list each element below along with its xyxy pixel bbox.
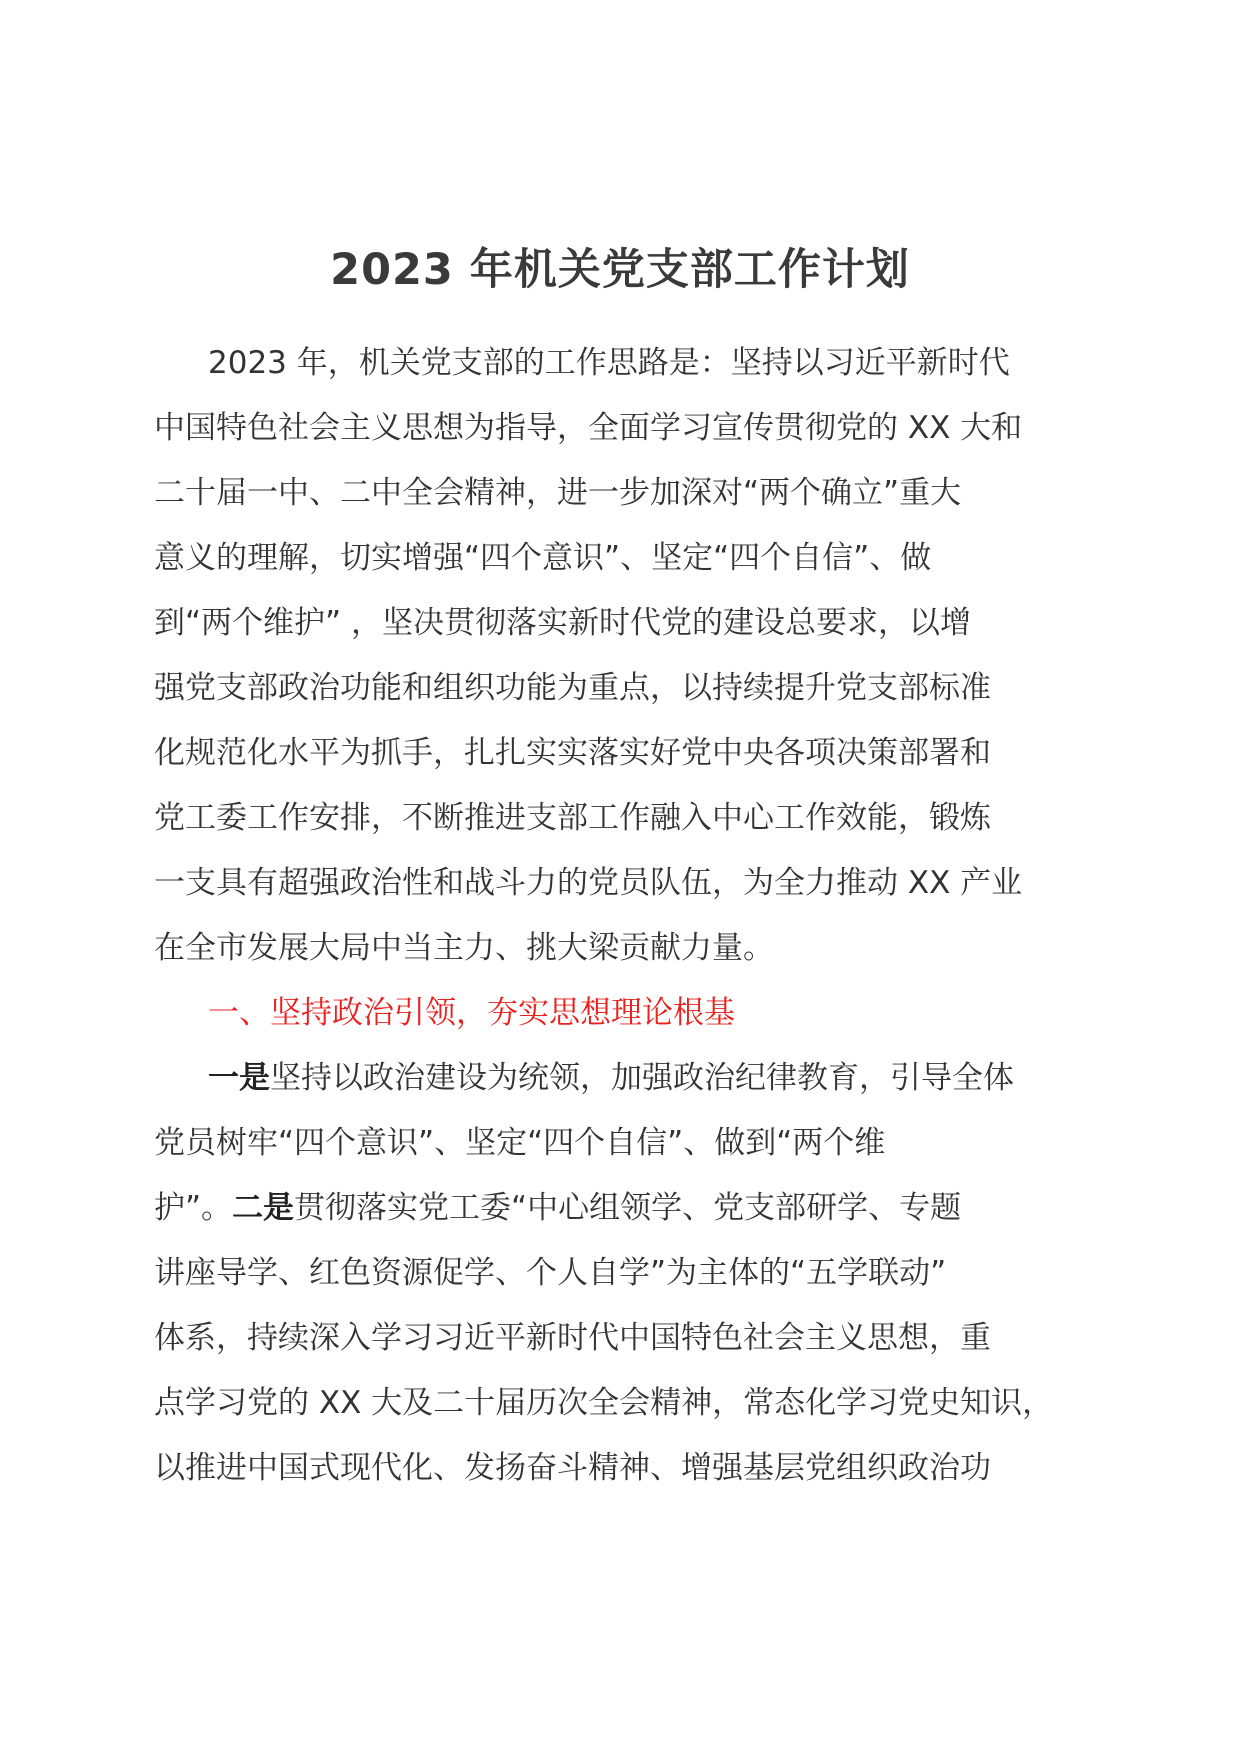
intro-line: 在全市发展大局中当主力、挑大梁贡献力量。 [154, 930, 774, 966]
intro-line: 中国特色社会主义思想为指导，全面学习宣传贯彻党的 XX 大和 [154, 410, 1023, 446]
intro-line: 到“两个维护” ，坚决贯彻落实新时代党的建设总要求，以增 [154, 605, 971, 641]
section-line [154, 1176, 1110, 1241]
intro-line: 2023 年，机关党支部的工作思路是：坚持以习近平新时代 [208, 345, 1010, 381]
intro-line: 二十届一中、二中全会精神，进一步加深对“两个确立”重大 [154, 475, 962, 511]
intro-line: 化规范化水平为抓手，扎扎实实落实好党中央各项决策部署和 [154, 735, 991, 771]
intro-line: 强党支部政治功能和组织功能为重点，以持续提升党支部标准 [154, 670, 991, 706]
section-line-text: 坚持以政治建设为统领，加强政治纪律教育，引导全体 [270, 1060, 1014, 1096]
section-line: 点学习党的 XX 大及二十届历次全会精神，常态化学习党史知识， [154, 1385, 1054, 1421]
section-line-text: 贯彻落实党工委“中心组领学、党支部研学、专题 [294, 1190, 962, 1226]
intro-line: 党工委工作安排，不断推进支部工作融入中心工作效能，锻炼 [154, 800, 991, 836]
section-line-text: 护”。 [154, 1190, 233, 1226]
section-heading-text: 一、坚持政治引领，夯实思想理论根基 [208, 995, 735, 1031]
section-1-paragraph [154, 1046, 1110, 1501]
document-title: 2023 年机关党支部工作计划 [330, 245, 910, 295]
intro-line: 一支具有超强政治性和战斗力的党员队伍，为全力推动 XX 产业 [154, 865, 1023, 901]
section-line: 体系，持续深入学习习近平新时代中国特色社会主义思想，重 [154, 1320, 991, 1356]
point-marker-1: 一是 [208, 1060, 270, 1096]
section-line: 讲座导学、红色资源促学、个人自学”为主体的“五学联动” [154, 1255, 947, 1291]
document-body [154, 331, 1110, 1501]
point-marker-2: 二是 [232, 1190, 295, 1226]
section-heading-1 [154, 981, 1110, 1046]
section-line [154, 1046, 1110, 1111]
section-line: 以推进中国式现代化、发扬奋斗精神、增强基层党组织政治功 [154, 1450, 991, 1486]
section-line: 党员树牢“四个意识”、坚定“四个自信”、做到“两个维 [154, 1125, 886, 1161]
intro-line: 意义的理解，切实增强“四个意识”、坚定“四个自信”、做 [154, 540, 932, 576]
intro-paragraph [154, 331, 1110, 981]
